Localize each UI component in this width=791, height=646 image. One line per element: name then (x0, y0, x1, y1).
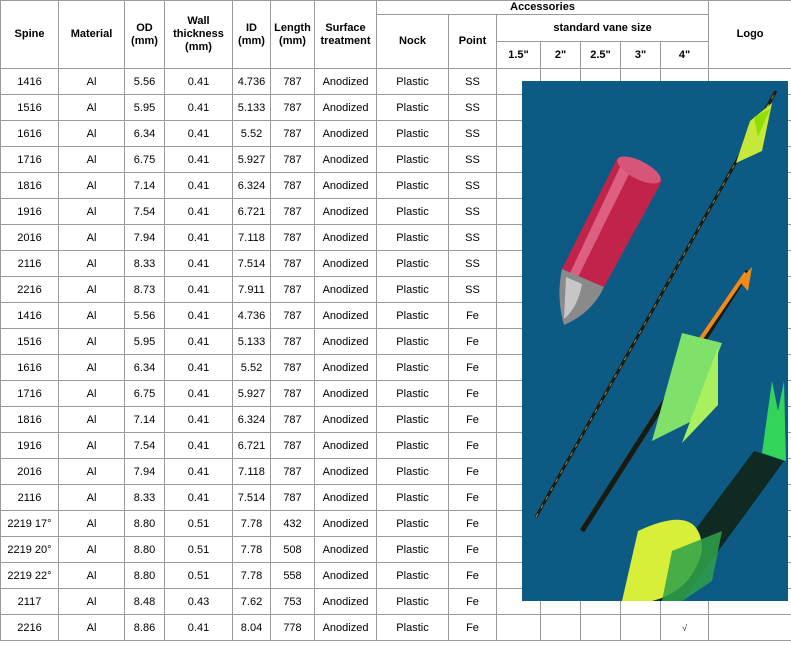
cell-id: 4.736 (233, 303, 271, 329)
cell-point: Fe (449, 355, 497, 381)
table-row (1, 615, 791, 641)
cell-nock: Plastic (377, 251, 449, 277)
cell-od: 8.48 (125, 589, 165, 615)
cell-spine: 2219 22° (1, 563, 59, 589)
cell-material: Al (59, 69, 125, 95)
header-nock: Nock (377, 15, 449, 69)
cell-wall: 0.41 (165, 355, 233, 381)
cell-point: Fe (449, 433, 497, 459)
cell-vane-0 (497, 615, 541, 641)
cell-length: 787 (271, 303, 315, 329)
cell-spine: 2219 17° (1, 511, 59, 537)
cell-wall: 0.43 (165, 589, 233, 615)
cell-id: 4.736 (233, 69, 271, 95)
cell-surface: Anodized (315, 95, 377, 121)
cell-od: 7.14 (125, 407, 165, 433)
header-surface-treatment: Surface treatment (315, 1, 377, 69)
cell-point: Fe (449, 329, 497, 355)
cell-wall: 0.41 (165, 251, 233, 277)
cell-logo (709, 615, 791, 641)
cell-id: 5.133 (233, 329, 271, 355)
cell-surface: Anodized (315, 225, 377, 251)
cell-vane-3 (621, 615, 661, 641)
cell-point: Fe (449, 303, 497, 329)
cell-vane-2 (581, 615, 621, 641)
cell-spine: 1416 (1, 303, 59, 329)
cell-wall: 0.41 (165, 459, 233, 485)
cell-material: Al (59, 381, 125, 407)
cell-wall: 0.41 (165, 615, 233, 641)
cell-material: Al (59, 563, 125, 589)
cell-surface: Anodized (315, 147, 377, 173)
cell-nock: Plastic (377, 485, 449, 511)
cell-spine: 2216 (1, 277, 59, 303)
cell-surface: Anodized (315, 199, 377, 225)
cell-surface: Anodized (315, 537, 377, 563)
cell-wall: 0.41 (165, 121, 233, 147)
cell-length: 787 (271, 121, 315, 147)
header-id: ID (mm) (233, 1, 271, 69)
cell-wall: 0.51 (165, 563, 233, 589)
cell-nock: Plastic (377, 615, 449, 641)
cell-nock: Plastic (377, 147, 449, 173)
cell-od: 8.86 (125, 615, 165, 641)
cell-id: 5.927 (233, 147, 271, 173)
cell-material: Al (59, 173, 125, 199)
cell-surface: Anodized (315, 589, 377, 615)
header-logo: Logo (709, 1, 791, 69)
cell-length: 787 (271, 407, 315, 433)
cell-point: SS (449, 69, 497, 95)
cell-material: Al (59, 485, 125, 511)
cell-wall: 0.41 (165, 95, 233, 121)
cell-id: 5.52 (233, 355, 271, 381)
cell-wall: 0.41 (165, 225, 233, 251)
cell-nock: Plastic (377, 355, 449, 381)
cell-length: 753 (271, 589, 315, 615)
cell-length: 787 (271, 329, 315, 355)
cell-od: 7.94 (125, 225, 165, 251)
cell-nock: Plastic (377, 459, 449, 485)
cell-od: 5.56 (125, 303, 165, 329)
cell-nock: Plastic (377, 407, 449, 433)
cell-od: 7.14 (125, 173, 165, 199)
cell-od: 8.73 (125, 277, 165, 303)
cell-nock: Plastic (377, 173, 449, 199)
cell-od: 6.34 (125, 355, 165, 381)
cell-nock: Plastic (377, 199, 449, 225)
cell-wall: 0.41 (165, 199, 233, 225)
cell-point: SS (449, 251, 497, 277)
cell-od: 8.33 (125, 251, 165, 277)
cell-point: SS (449, 121, 497, 147)
cell-length: 787 (271, 225, 315, 251)
header-wall-thickness: Wall thickness (mm) (165, 1, 233, 69)
cell-nock: Plastic (377, 433, 449, 459)
cell-material: Al (59, 511, 125, 537)
header-vane-4: 4" (661, 42, 709, 69)
cell-wall: 0.41 (165, 485, 233, 511)
cell-id: 8.04 (233, 615, 271, 641)
cell-nock: Plastic (377, 563, 449, 589)
cell-length: 558 (271, 563, 315, 589)
cell-length: 787 (271, 199, 315, 225)
cell-wall: 0.41 (165, 147, 233, 173)
cell-id: 7.118 (233, 225, 271, 251)
header-accessories: Accessories (377, 1, 709, 15)
cell-point: SS (449, 147, 497, 173)
cell-point: Fe (449, 485, 497, 511)
cell-spine: 2216 (1, 615, 59, 641)
cell-surface: Anodized (315, 173, 377, 199)
cell-material: Al (59, 329, 125, 355)
cell-id: 6.324 (233, 407, 271, 433)
cell-od: 5.56 (125, 69, 165, 95)
header-vane-2-5: 2.5" (581, 42, 621, 69)
cell-length: 778 (271, 615, 315, 641)
cell-spine: 1516 (1, 329, 59, 355)
cell-length: 787 (271, 95, 315, 121)
cell-point: Fe (449, 537, 497, 563)
cell-surface: Anodized (315, 485, 377, 511)
cell-od: 8.80 (125, 563, 165, 589)
header-length: Length (mm) (271, 1, 315, 69)
cell-spine: 1916 (1, 199, 59, 225)
cell-spine: 1616 (1, 355, 59, 381)
cell-material: Al (59, 225, 125, 251)
cell-material: Al (59, 537, 125, 563)
header-material: Material (59, 1, 125, 69)
cell-length: 787 (271, 277, 315, 303)
cell-nock: Plastic (377, 121, 449, 147)
cell-material: Al (59, 459, 125, 485)
cell-point: SS (449, 225, 497, 251)
cell-nock: Plastic (377, 225, 449, 251)
cell-spine: 1716 (1, 381, 59, 407)
cell-spine: 1816 (1, 173, 59, 199)
cell-wall: 0.41 (165, 329, 233, 355)
header-point: Point (449, 15, 497, 69)
cell-surface: Anodized (315, 303, 377, 329)
cell-od: 8.80 (125, 511, 165, 537)
header-spine: Spine (1, 1, 59, 69)
cell-spine: 2116 (1, 251, 59, 277)
cell-wall: 0.41 (165, 277, 233, 303)
cell-surface: Anodized (315, 277, 377, 303)
cell-od: 6.75 (125, 381, 165, 407)
cell-wall: 0.41 (165, 381, 233, 407)
cell-material: Al (59, 277, 125, 303)
cell-id: 7.118 (233, 459, 271, 485)
cell-spine: 2016 (1, 459, 59, 485)
cell-length: 787 (271, 355, 315, 381)
cell-spine: 1916 (1, 433, 59, 459)
cell-nock: Plastic (377, 277, 449, 303)
header-vane-size: standard vane size (497, 15, 709, 42)
cell-material: Al (59, 95, 125, 121)
cell-vane-check: √ (661, 615, 709, 641)
cell-nock: Plastic (377, 95, 449, 121)
cell-length: 787 (271, 69, 315, 95)
cell-surface: Anodized (315, 407, 377, 433)
cell-vane-1 (541, 615, 581, 641)
cell-surface: Anodized (315, 459, 377, 485)
cell-length: 508 (271, 537, 315, 563)
cell-nock: Plastic (377, 381, 449, 407)
cell-od: 7.94 (125, 459, 165, 485)
cell-material: Al (59, 355, 125, 381)
cell-material: Al (59, 433, 125, 459)
header-vane-2: 2" (541, 42, 581, 69)
cell-surface: Anodized (315, 615, 377, 641)
cell-id: 7.78 (233, 511, 271, 537)
cell-wall: 0.51 (165, 511, 233, 537)
cell-id: 6.721 (233, 433, 271, 459)
cell-point: Fe (449, 563, 497, 589)
cell-point: SS (449, 199, 497, 225)
arrow-product-photo (522, 81, 788, 601)
cell-length: 787 (271, 381, 315, 407)
cell-id: 7.78 (233, 537, 271, 563)
cell-wall: 0.51 (165, 537, 233, 563)
cell-id: 7.62 (233, 589, 271, 615)
cell-length: 787 (271, 459, 315, 485)
cell-surface: Anodized (315, 329, 377, 355)
cell-surface: Anodized (315, 355, 377, 381)
cell-spine: 1816 (1, 407, 59, 433)
cell-point: Fe (449, 615, 497, 641)
cell-nock: Plastic (377, 589, 449, 615)
cell-id: 5.927 (233, 381, 271, 407)
cell-length: 787 (271, 173, 315, 199)
cell-id: 5.133 (233, 95, 271, 121)
cell-surface: Anodized (315, 381, 377, 407)
cell-length: 432 (271, 511, 315, 537)
cell-spine: 2016 (1, 225, 59, 251)
cell-length: 787 (271, 251, 315, 277)
cell-id: 6.721 (233, 199, 271, 225)
cell-material: Al (59, 251, 125, 277)
header-vane-1-5: 1.5" (497, 42, 541, 69)
cell-spine: 2116 (1, 485, 59, 511)
cell-nock: Plastic (377, 329, 449, 355)
cell-surface: Anodized (315, 433, 377, 459)
cell-id: 5.52 (233, 121, 271, 147)
cell-spine: 1516 (1, 95, 59, 121)
cell-material: Al (59, 589, 125, 615)
header-vane-3: 3" (621, 42, 661, 69)
cell-length: 787 (271, 147, 315, 173)
cell-spine: 2117 (1, 589, 59, 615)
cell-wall: 0.41 (165, 69, 233, 95)
large-arrow-nock (762, 381, 786, 461)
cell-point: Fe (449, 459, 497, 485)
cell-od: 8.80 (125, 537, 165, 563)
cell-material: Al (59, 121, 125, 147)
cell-point: SS (449, 173, 497, 199)
cell-point: Fe (449, 407, 497, 433)
cell-spine: 1616 (1, 121, 59, 147)
cell-id: 7.514 (233, 485, 271, 511)
cell-surface: Anodized (315, 121, 377, 147)
cell-length: 787 (271, 485, 315, 511)
cell-id: 7.911 (233, 277, 271, 303)
cell-point: Fe (449, 381, 497, 407)
cell-od: 5.95 (125, 329, 165, 355)
cell-nock: Plastic (377, 69, 449, 95)
cell-point: SS (449, 95, 497, 121)
cell-od: 6.75 (125, 147, 165, 173)
cell-od: 7.54 (125, 433, 165, 459)
cell-id: 7.78 (233, 563, 271, 589)
cell-wall: 0.41 (165, 407, 233, 433)
cell-material: Al (59, 407, 125, 433)
cell-surface: Anodized (315, 251, 377, 277)
arrow-illustration (522, 81, 788, 601)
cell-length: 787 (271, 433, 315, 459)
cell-spine: 1416 (1, 69, 59, 95)
cell-od: 6.34 (125, 121, 165, 147)
cell-point: Fe (449, 589, 497, 615)
cell-wall: 0.41 (165, 173, 233, 199)
cell-id: 7.514 (233, 251, 271, 277)
cell-point: Fe (449, 511, 497, 537)
cell-surface: Anodized (315, 511, 377, 537)
cell-material: Al (59, 147, 125, 173)
header-od: OD (mm) (125, 1, 165, 69)
cell-nock: Plastic (377, 537, 449, 563)
cell-od: 5.95 (125, 95, 165, 121)
cell-material: Al (59, 615, 125, 641)
cell-id: 6.324 (233, 173, 271, 199)
cell-od: 8.33 (125, 485, 165, 511)
cell-point: SS (449, 277, 497, 303)
cell-wall: 0.41 (165, 433, 233, 459)
cell-od: 7.54 (125, 199, 165, 225)
cell-nock: Plastic (377, 511, 449, 537)
cell-material: Al (59, 303, 125, 329)
cell-surface: Anodized (315, 69, 377, 95)
cell-surface: Anodized (315, 563, 377, 589)
cell-spine: 2219 20° (1, 537, 59, 563)
cell-material: Al (59, 199, 125, 225)
cell-spine: 1716 (1, 147, 59, 173)
cell-wall: 0.41 (165, 303, 233, 329)
cell-nock: Plastic (377, 303, 449, 329)
